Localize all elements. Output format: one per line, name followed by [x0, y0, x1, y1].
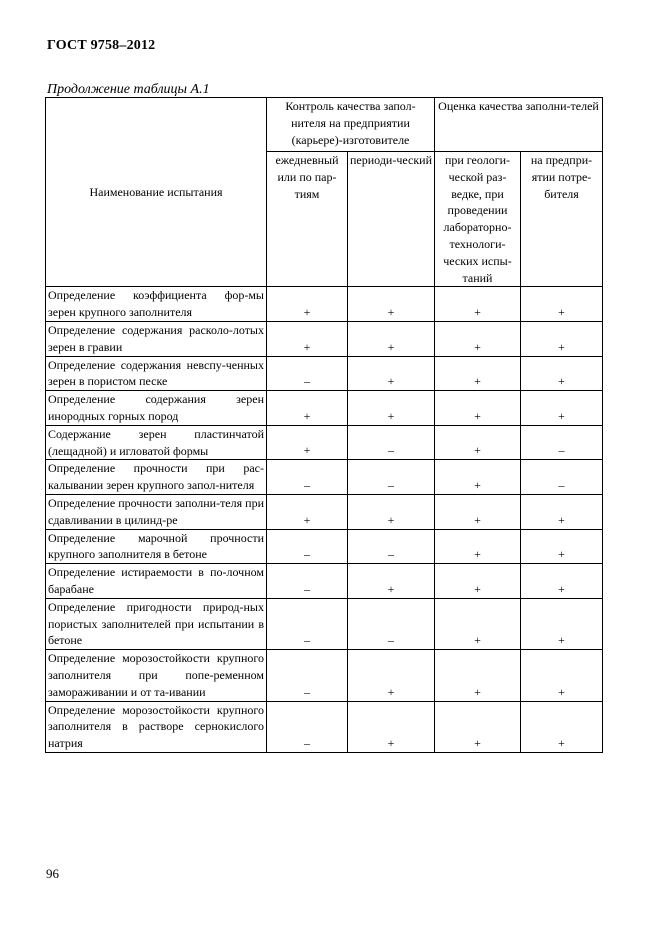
- mark-cell: +: [435, 701, 521, 752]
- mark-cell: +: [348, 391, 435, 426]
- table-row: [46, 564, 603, 599]
- mark-cell: –: [267, 460, 348, 495]
- test-name-cell: Определение содержания расколо-лотых зерен в гравии: [46, 321, 267, 356]
- group-header-manufacturer-control: Контроль качества запол-нителя на предприятии (карьере)-изготовителе: [267, 98, 435, 152]
- subheader-geological: при геологи-ческой раз-ведке, при проведении лабораторно-технологи-ческих испы-таний: [435, 152, 521, 287]
- mark-cell: –: [348, 598, 435, 649]
- test-table: [45, 97, 603, 753]
- mark-cell: +: [521, 391, 603, 426]
- test-name-cell: Определение прочности заполни-теля при сдавливании в цилинд-ре: [46, 494, 267, 529]
- mark-cell: +: [267, 391, 348, 426]
- mark-cell: +: [435, 529, 521, 564]
- mark-cell: +: [521, 494, 603, 529]
- test-name-cell: Определение морозостойкости крупного заполнителя в растворе сернокислого натрия: [46, 701, 267, 752]
- mark-cell: +: [267, 287, 348, 322]
- table-row: [46, 460, 603, 495]
- mark-cell: –: [348, 529, 435, 564]
- mark-cell: +: [267, 494, 348, 529]
- mark-cell: –: [521, 425, 603, 460]
- mark-cell: +: [348, 287, 435, 322]
- mark-cell: +: [521, 598, 603, 649]
- mark-cell: –: [267, 701, 348, 752]
- mark-cell: +: [521, 564, 603, 599]
- mark-cell: +: [435, 356, 521, 391]
- table-row: [46, 701, 603, 752]
- mark-cell: –: [267, 564, 348, 599]
- table-row: [46, 391, 603, 426]
- page-number: 96: [46, 866, 59, 881]
- header-row-groups: [46, 98, 603, 152]
- document-code: ГОСТ 9758–2012: [47, 38, 156, 53]
- mark-cell: +: [435, 287, 521, 322]
- mark-cell: +: [435, 460, 521, 495]
- test-name-cell: Определение коэффициента фор-мы зерен крупного заполнителя: [46, 287, 267, 322]
- mark-cell: +: [521, 321, 603, 356]
- test-name-cell: Определение содержания зерен инородных горных пород: [46, 391, 267, 426]
- mark-cell: +: [435, 650, 521, 701]
- subheader-daily: ежедневный или по пар-тиям: [267, 152, 348, 287]
- table-row: [46, 287, 603, 322]
- mark-cell: –: [267, 356, 348, 391]
- mark-cell: –: [521, 460, 603, 495]
- table-row: [46, 321, 603, 356]
- mark-cell: +: [348, 564, 435, 599]
- test-name-cell: Определение марочной прочности крупного заполнителя в бетоне: [46, 529, 267, 564]
- mark-cell: –: [348, 425, 435, 460]
- mark-cell: +: [348, 494, 435, 529]
- subheader-consumer: на предпри-ятии потре-бителя: [521, 152, 603, 287]
- mark-cell: +: [267, 321, 348, 356]
- mark-cell: +: [435, 564, 521, 599]
- mark-cell: –: [267, 598, 348, 649]
- table-row: [46, 494, 603, 529]
- mark-cell: +: [521, 650, 603, 701]
- mark-cell: +: [435, 425, 521, 460]
- mark-cell: +: [348, 701, 435, 752]
- table-row: [46, 356, 603, 391]
- table-row: [46, 650, 603, 701]
- mark-cell: +: [521, 356, 603, 391]
- mark-cell: +: [348, 650, 435, 701]
- subheader-periodic: периоди-ческий: [348, 152, 435, 287]
- mark-cell: +: [521, 287, 603, 322]
- test-name-cell: Определение морозостойкости крупного заполнителя при попе-ременном замораживании и от та-ивании: [46, 650, 267, 701]
- table-body: [46, 287, 603, 753]
- test-name-cell: Определение истираемости в по-лочном барабане: [46, 564, 267, 599]
- test-name-cell: Определение содержания невспу-ченных зерен в пористом песке: [46, 356, 267, 391]
- group-header-quality-assessment: Оценка качества заполни-телей: [435, 98, 603, 152]
- mark-cell: +: [348, 321, 435, 356]
- test-name-cell: Определение пригодности природ-ных пористых заполнителей при испытании в бетоне: [46, 598, 267, 649]
- mark-cell: +: [267, 425, 348, 460]
- table-row: [46, 598, 603, 649]
- table-row: [46, 529, 603, 564]
- mark-cell: –: [267, 650, 348, 701]
- mark-cell: +: [435, 391, 521, 426]
- mark-cell: +: [435, 321, 521, 356]
- mark-cell: –: [267, 529, 348, 564]
- mark-cell: +: [435, 494, 521, 529]
- mark-cell: +: [521, 529, 603, 564]
- test-name-cell: Определение прочности при рас-калывании зерен крупного запол-нителя: [46, 460, 267, 495]
- table-row: [46, 425, 603, 460]
- mark-cell: +: [348, 356, 435, 391]
- mark-cell: +: [435, 598, 521, 649]
- table-caption: Продолжение таблицы А.1: [47, 82, 210, 97]
- test-name-header: Наименование испытания: [46, 98, 267, 287]
- mark-cell: –: [348, 460, 435, 495]
- test-name-cell: Содержание зерен пластинчатой (лещадной) и игловатой формы: [46, 425, 267, 460]
- mark-cell: +: [521, 701, 603, 752]
